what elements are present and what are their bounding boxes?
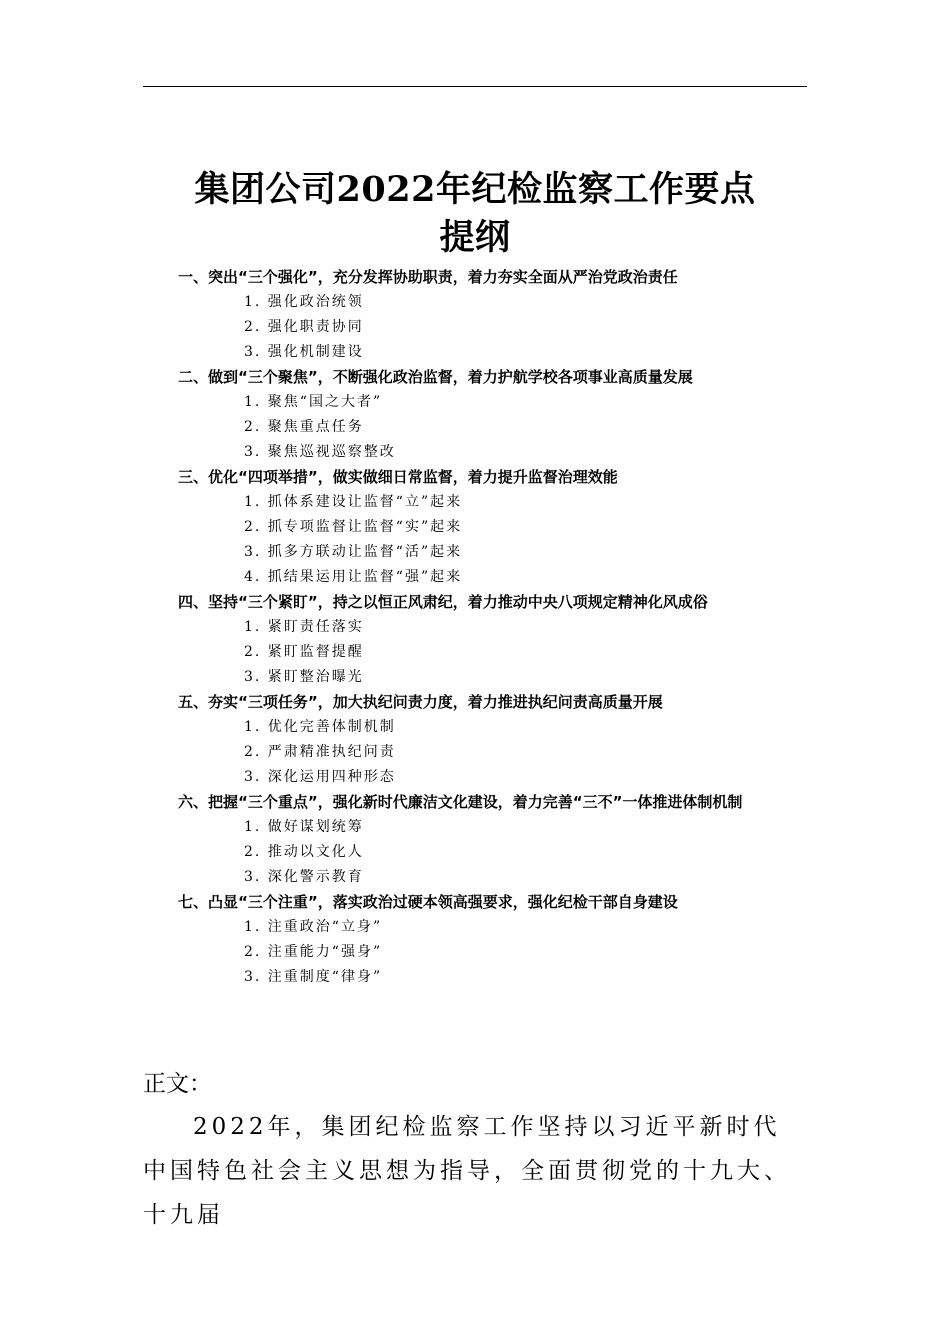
outline-section — [178, 365, 808, 465]
section-heading: 五、夯实“三项任务”，加大执纪问责力度，着力推进执纪问责高质量开展 — [178, 693, 663, 711]
body-paragraph: 2022年，集团纪检监察工作坚持以习近平新时代中国特色社会主义思想为指导，全面贯彻党的十九大、十九届 — [143, 1114, 791, 1228]
section-heading: 四、坚持“三个紧盯”，持之以恒正风肃纪，着力推动中央八项规定精神化风成俗 — [178, 593, 708, 611]
outline-section — [178, 465, 808, 590]
outline-item: 2. 紧盯监督提醒 — [244, 644, 364, 660]
outline-item: 2. 聚焦重点任务 — [244, 419, 364, 435]
outline-item: 2. 推动以文化人 — [244, 844, 364, 860]
document-title: 集团公司2022年纪检监察工作要点 — [194, 169, 756, 210]
section-heading: 一、突出“三个强化”，充分发挥协助职责，着力夯实全面从严治党政治责任 — [178, 268, 678, 286]
outline-item: 1. 注重政治“立身” — [244, 919, 383, 935]
outline-item: 3. 深化运用四种形态 — [244, 769, 396, 785]
outline-item: 2. 抓专项监督让监督“实”起来 — [244, 519, 463, 535]
outline-item: 2. 注重能力“强身” — [244, 944, 383, 960]
outline-item: 3. 强化机制建设 — [244, 344, 364, 360]
outline-item: 3. 紧盯整治曝光 — [244, 669, 364, 685]
outline-section — [178, 890, 808, 990]
outline-item: 3. 聚焦巡视巡察整改 — [244, 444, 396, 460]
section-heading: 七、凸显“三个注重”，落实政治过硬本领高强要求，强化纪检干部自身建设 — [178, 893, 678, 911]
outline-section — [178, 265, 808, 365]
body-label: 正文： — [143, 1071, 212, 1097]
document-title-line2: 提纲 — [439, 217, 511, 258]
section-heading: 三、优化“四项举措”，做实做细日常监督，着力提升监督治理效能 — [178, 468, 618, 486]
outline-section — [178, 690, 808, 790]
outline-item: 1. 做好谋划统筹 — [244, 819, 364, 835]
outline-item: 1. 抓体系建设让监督“立”起来 — [244, 494, 463, 510]
section-heading: 六、把握“三个重点”，强化新时代廉洁文化建设，着力完善“三不”一体推进体制机制 — [178, 793, 743, 811]
outline-item: 2. 强化职责协同 — [244, 319, 364, 335]
outline-item: 3. 抓多方联动让监督“活”起来 — [244, 544, 463, 560]
outline-item: 1. 紧盯责任落实 — [244, 619, 364, 635]
outline-item: 1. 聚焦“国之大者” — [244, 394, 383, 410]
outline-item: 3. 深化警示教育 — [244, 869, 364, 885]
outline-item: 2. 严肃精准执纪问责 — [244, 744, 396, 760]
outline-item: 1. 优化完善体制机制 — [244, 719, 396, 735]
section-heading: 二、做到“三个聚焦”，不断强化政治监督，着力护航学校各项事业高质量发展 — [178, 368, 693, 386]
outline-section — [178, 790, 808, 890]
outline-item: 1. 强化政治统领 — [244, 294, 364, 310]
outline-section — [178, 590, 808, 690]
outline — [178, 265, 808, 990]
outline-item: 3. 注重制度“律身” — [244, 969, 383, 985]
outline-item: 4. 抓结果运用让监督“强”起来 — [244, 569, 463, 585]
header-rule — [143, 86, 807, 87]
